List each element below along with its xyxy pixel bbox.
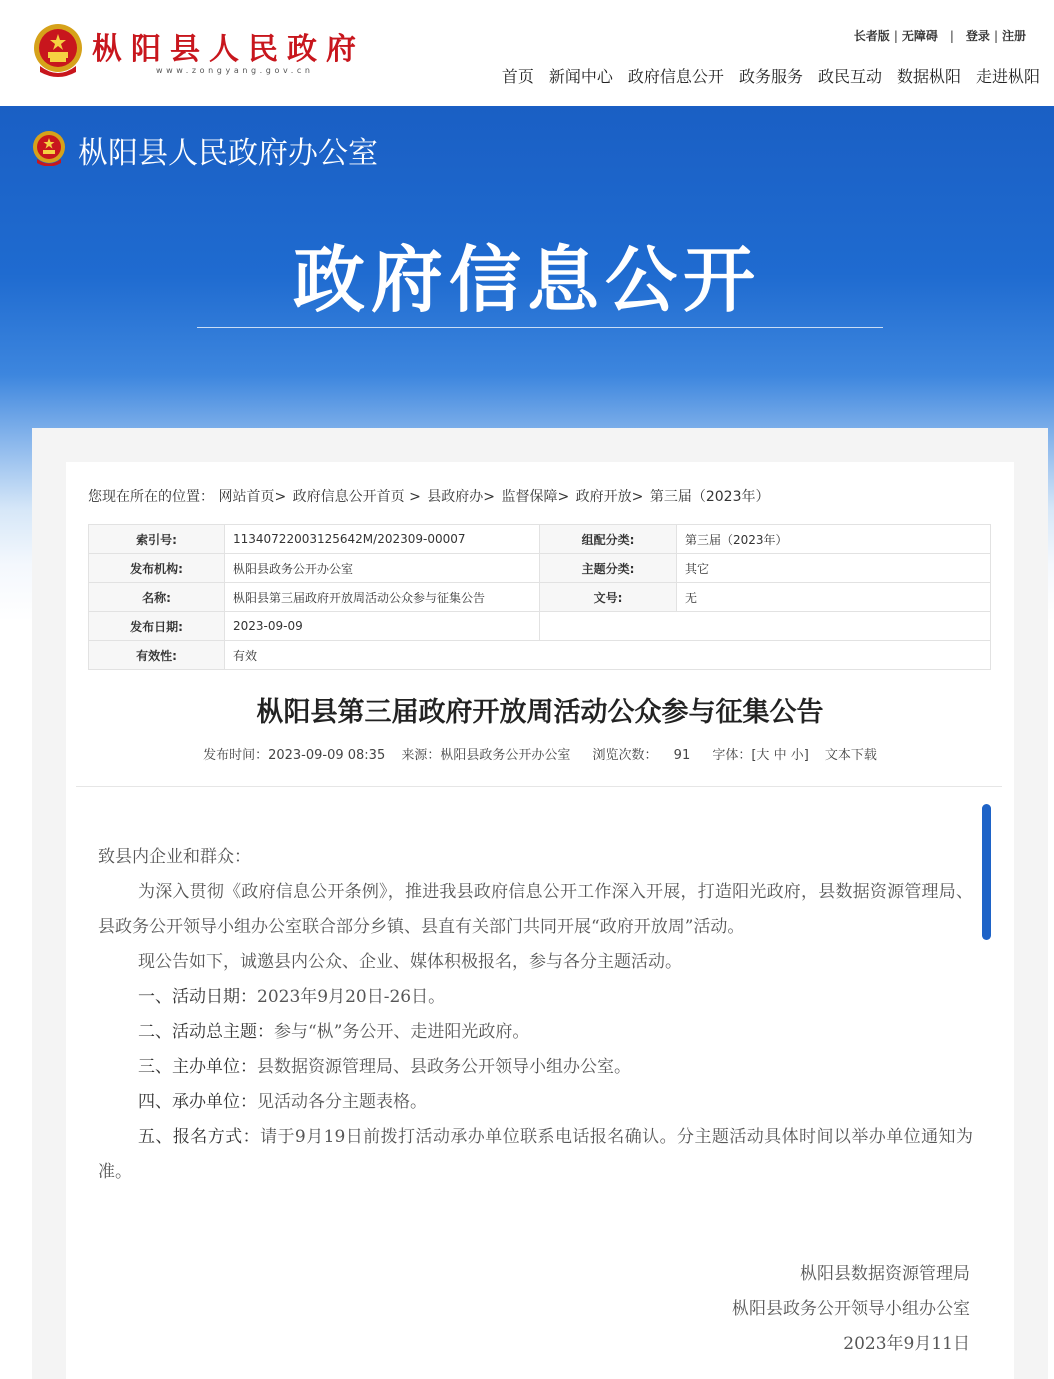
- item-text: 请于9月19日前拨打活动承办单位联系电话报名确认。分主题活动具体时间以举办单位通知为准。: [98, 1127, 973, 1182]
- divider: [76, 786, 1002, 787]
- signature-org-1: 枞阳县数据资源管理局: [800, 1264, 970, 1284]
- nav-item-news[interactable]: 新闻中心: [548, 67, 613, 86]
- list-item: [98, 1015, 973, 1050]
- category-label: 组配分类:: [540, 525, 677, 554]
- breadcrumb-item-supervision[interactable]: 监督保障>: [501, 489, 570, 505]
- site-url: www.zongyang.gov.cn: [156, 66, 314, 75]
- table-row: [89, 641, 991, 670]
- name-value: 枞阳县第三届政府开放周活动公众参与征集公告: [225, 583, 540, 612]
- separator: |: [893, 29, 898, 43]
- banner-title: 政府信息公开: [292, 238, 761, 322]
- category-value: 第三届（2023年）: [677, 525, 991, 554]
- office-name: 枞阳县人民政府办公室: [78, 136, 378, 171]
- main-nav: [502, 64, 1040, 87]
- signature-org-2: 枞阳县政务公开领导小组办公室: [732, 1299, 970, 1319]
- national-emblem-icon: [32, 130, 66, 166]
- table-row: [89, 583, 991, 612]
- paragraph: 现公告如下，诚邀县内公众、企业、媒体积极报名，参与各分主题活动。: [138, 952, 682, 972]
- item-text: 2023年9月20日-26日。: [257, 987, 446, 1007]
- item-label: 一、活动日期：: [138, 987, 257, 1007]
- item-label: 四、承办单位：: [138, 1092, 257, 1112]
- item-label: 三、主办单位：: [138, 1057, 257, 1077]
- list-item: [98, 980, 973, 1015]
- nav-item-home[interactable]: 首页: [501, 67, 534, 86]
- breadcrumb-item-county-office[interactable]: 县政府办>: [427, 489, 496, 505]
- table-row: [89, 554, 991, 583]
- breadcrumb-item-third-session[interactable]: 第三届（2023年）: [649, 489, 770, 505]
- nav-item-info-disclosure[interactable]: 政府信息公开: [627, 67, 724, 86]
- publish-date-value: 2023-09-09: [225, 612, 540, 641]
- index-value: 11340722003125642M/202309-00007: [225, 525, 540, 554]
- nav-item-interaction[interactable]: 政民互动: [817, 67, 882, 86]
- validity-value: 有效: [225, 641, 991, 670]
- breadcrumb-item-info-home[interactable]: 政府信息公开首页 >: [292, 489, 421, 505]
- article-meta: [66, 744, 1014, 763]
- separator: |: [949, 29, 954, 43]
- validity-label: 有效性:: [89, 641, 225, 670]
- nav-item-gov-services[interactable]: 政务服务: [738, 67, 803, 86]
- banner-divider: [197, 327, 883, 328]
- publisher-value: 枞阳县政务公开办公室: [225, 554, 540, 583]
- item-label: 五、报名方式：: [138, 1127, 261, 1147]
- metadata-table: [88, 524, 991, 670]
- table-row: [89, 525, 991, 554]
- topic-label: 主题分类:: [540, 554, 677, 583]
- national-emblem-icon[interactable]: [32, 22, 84, 78]
- accessibility-link[interactable]: 无障碍: [901, 29, 938, 43]
- scrollbar-thumb[interactable]: [982, 804, 991, 940]
- empty-cell: [540, 612, 991, 641]
- text-download-link[interactable]: 文本下载: [824, 748, 877, 763]
- list-item: [98, 1085, 973, 1120]
- paragraph: 为深入贯彻《政府信息公开条例》，推进我县政府信息公开工作深入开展，打造阳光政府，县数据资源管理局、县政务公开领导小组办公室联合部分乡镇、县直有关部门共同开展“政府开放周”活动。: [98, 882, 973, 937]
- item-text: 参与“枞”务公开、走进阳光政府。: [274, 1022, 530, 1042]
- article-title: 枞阳县第三届政府开放周活动公众参与征集公告: [256, 697, 824, 728]
- breadcrumb-item-gov-open[interactable]: 政府开放>: [575, 489, 644, 505]
- separator: |: [993, 29, 998, 43]
- view-count-label: 浏览次数：: [592, 748, 658, 763]
- login-link[interactable]: 登录: [965, 29, 990, 43]
- table-row: [89, 612, 991, 641]
- topic-value: 其它: [677, 554, 991, 583]
- greeting: 致县内企业和群众：: [98, 847, 251, 867]
- item-text: 县数据资源管理局、县政务公开领导小组办公室。: [257, 1057, 631, 1077]
- doc-number-value: 无: [677, 583, 991, 612]
- index-label: 索引号:: [89, 525, 225, 554]
- name-label: 名称:: [89, 583, 225, 612]
- publish-date-label: 发布日期:: [89, 612, 225, 641]
- register-link[interactable]: 注册: [1001, 29, 1026, 43]
- signature-date: 2023年9月11日: [843, 1334, 970, 1354]
- top-links: [854, 27, 1026, 44]
- view-count-value: 91: [673, 748, 691, 763]
- item-text: 见活动各分主题表格。: [257, 1092, 427, 1112]
- item-label: 二、活动总主题：: [138, 1022, 274, 1042]
- site-header: [0, 0, 1054, 106]
- view-count: [587, 748, 697, 763]
- breadcrumb-prefix: 您现在所在的位置：: [88, 489, 214, 505]
- list-item: [98, 1120, 973, 1190]
- elder-mode-link[interactable]: 长者版: [853, 29, 890, 43]
- publish-time: 发布时间：2023-09-09 08:35: [203, 748, 386, 763]
- site-title[interactable]: 枞阳县人民政府: [92, 32, 365, 67]
- breadcrumb: [88, 486, 771, 506]
- font-size-switcher[interactable]: 字体：[大 中 小]: [712, 748, 809, 763]
- nav-item-data[interactable]: 数据枞阳: [896, 67, 961, 86]
- article-body: [98, 840, 973, 1190]
- publisher-label: 发布机构:: [89, 554, 225, 583]
- nav-item-about[interactable]: 走进枞阳: [975, 67, 1040, 86]
- list-item: [98, 1050, 973, 1085]
- breadcrumb-item-home[interactable]: 网站首页>: [218, 489, 287, 505]
- doc-number-label: 文号:: [540, 583, 677, 612]
- signature-block: [732, 1257, 970, 1362]
- article-source: 来源：枞阳县政务公开办公室: [401, 748, 571, 763]
